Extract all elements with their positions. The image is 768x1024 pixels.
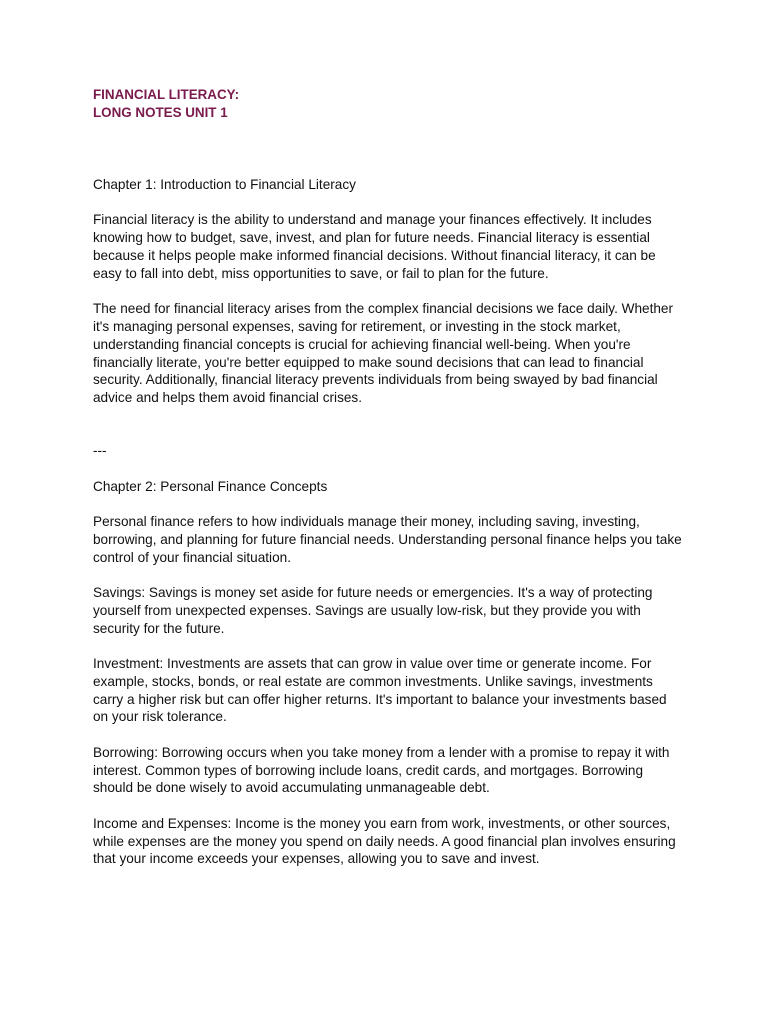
chapter-1-paragraph-1: Financial literacy is the ability to understand and manage your finances effectively. It includes knowing how to budget, save, invest, and plan for future needs. Financial literacy is essential because it helps people make informed financial decisions. Without financial literacy, it can be easy to fall into debt, miss opportunities to save, or fail to plan for the future. [93, 212, 656, 281]
document-page [93, 86, 683, 868]
chapter-2-borrowing: Borrowing: Borrowing occurs when you take money from a lender with a promise to repay it with interest. Common types of borrowing include loans, credit cards, and mortgages. Borrowing should be done wisely to avoid accumulating unmanageable debt. [93, 744, 670, 796]
chapter-1-paragraph-2: The need for financial literacy arises from the complex financial decisions we face daily. Whether it's managing personal expenses, saving for retirement, or investing in the stock market, understanding financial concepts is crucial for achieving financial well-being. When you're financially literate, you're better equipped to make sound decisions that can lead to financial security. Additionally, financial literacy prevents individuals from being swayed by bad financial advice and helps them avoid financial crises. [93, 301, 674, 406]
chapter-2-savings: Savings: Savings is money set aside for future needs or emergencies. It's a way of protecting yourself from unexpected expenses. Savings are usually low-risk, but they provide you with security for the future. [93, 585, 653, 636]
section-separator: --- [93, 443, 107, 459]
chapter-1-heading: Chapter 1: Introduction to Financial Literacy [93, 177, 356, 192]
chapter-2-investment: Investment: Investments are assets that can grow in value over time or generate income. For example, stocks, bonds, or real estate are common investments. Unlike savings, investments carry a higher risk but can offer higher returns. It's important to balance your investments based on your risk tolerance. [93, 656, 667, 725]
chapter-2-intro: Personal finance refers to how individuals manage their money, including saving, investing, borrowing, and planning for future financial needs. Understanding personal finance helps you take control of your financial situation. [93, 514, 682, 565]
document-title-line-2: LONG NOTES UNIT 1 [93, 105, 228, 120]
chapter-2-heading: Chapter 2: Personal Finance Concepts [93, 478, 328, 494]
chapter-2-income-expenses: Income and Expenses: Income is the money you earn from work, investments, or other sources, while expenses are the money you spend on daily needs. A good financial plan involves ensuring that your income exceeds your expenses, allowing you to save and invest. [93, 815, 676, 867]
document-title-line-1: FINANCIAL LITERACY: [93, 87, 240, 102]
